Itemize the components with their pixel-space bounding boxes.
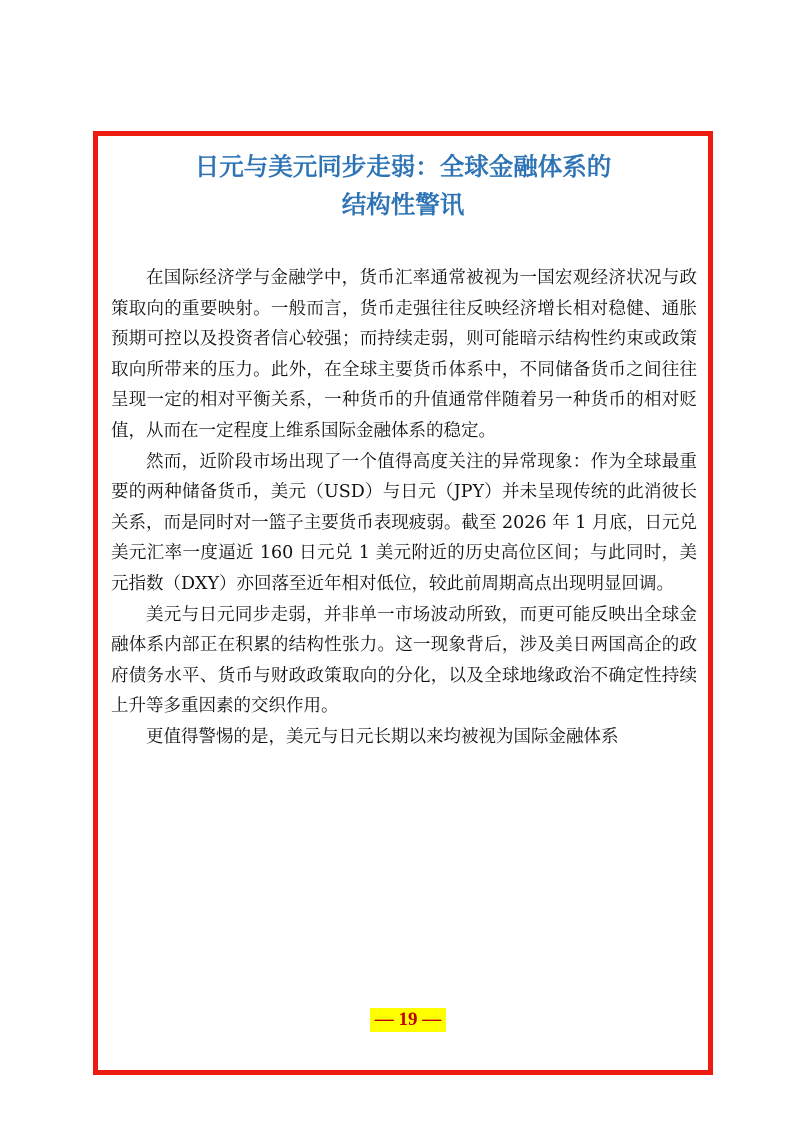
article-title [98,148,708,224]
title-line-2: 结构性警讯 [341,190,465,219]
page-number: — 19 — [370,1008,446,1032]
article-body [111,263,697,753]
paragraph-3: 美元与日元同步走弱，并非单一市场波动所致，而更可能反映出全球金融体系内部正在积累的结构性张力。这一现象背后，涉及美日两国高企的政府债务水平、货币与财政政策取向的分化，以及全球地缘政治不确定性持续上升等多重因素的交织作用。 [111,604,697,717]
paragraph-2: 然而，近阶段市场出现了一个值得高度关注的异常现象：作为全球最重要的两种储备货币，美元（USD）与日元（JPY）并未呈现传统的此消彼长关系，而是同时对一篮子主要货币表现疲弱。截至 2026 年 1 月底，日元兑美元汇率一度逼近 160 日元兑 1 美元附近的历史高位区间；与此同时，美元指数（DXY）亦回落至近年相对低位，较此前周期高点出现明显回调。 [111,451,697,594]
paragraph-1: 在国际经济学与金融学中，货币汇率通常被视为一国宏观经济状况与政策取向的重要映射。一般而言，货币走强往往反映经济增长相对稳健、通胀预期可控以及投资者信心较强；而持续走弱，则可能暗示结构性约束或政策取向所带来的压力。此外，在全球主要货币体系中，不同储备货币之间往往呈现一定的相对平衡关系，一种货币的升值通常伴随着另一种货币的相对贬值，从而在一定程度上维系国际金融体系的稳定。 [111,268,697,441]
title-line-1: 日元与美元同步走弱：全球金融体系的 [194,152,612,181]
paragraph-4: 更值得警惕的是，美元与日元长期以来均被视为国际金融体系 [146,726,619,747]
page-border-frame [93,131,713,1075]
